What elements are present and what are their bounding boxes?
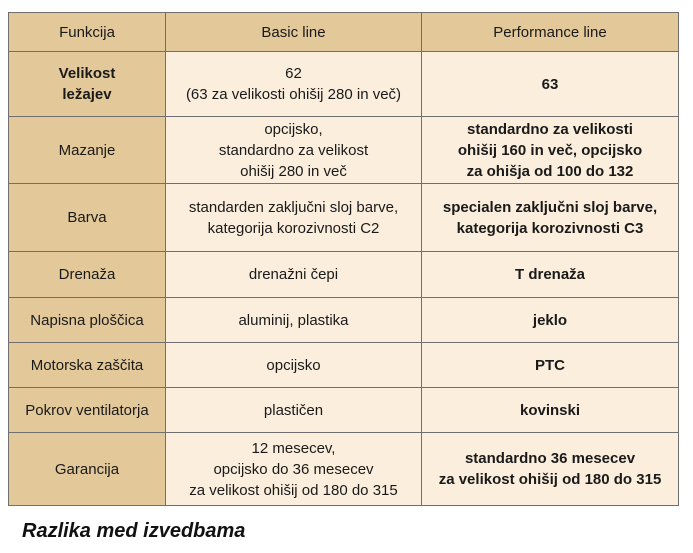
- table-row: [9, 252, 679, 298]
- label-line: Drenaža: [58, 266, 116, 283]
- header-basic-line: Basic line: [166, 13, 422, 52]
- table-row: [9, 433, 679, 506]
- basic-line: opcijsko: [266, 356, 321, 374]
- header-function: Funkcija: [9, 13, 166, 52]
- row-label: [9, 252, 166, 298]
- basic-line: standarden zaključni sloj barve,: [188, 198, 399, 216]
- perf-cell: [422, 52, 679, 117]
- basic-cell: [166, 343, 422, 388]
- table-row: [9, 52, 679, 117]
- basic-line: opcijsko,: [264, 120, 323, 138]
- perf-line: za velikost ohišij od 180 do 315: [438, 471, 662, 488]
- row-label: [9, 343, 166, 388]
- perf-line: za ohišja od 100 do 132: [466, 162, 634, 180]
- header-performance-line: Performance line: [422, 13, 679, 52]
- basic-cell: [166, 298, 422, 343]
- perf-line: jeklo: [532, 311, 568, 329]
- row-label: [9, 388, 166, 433]
- basic-line: kategorija korozivnosti C2: [207, 219, 380, 237]
- perf-line: ohišij 160 in več, opcijsko: [457, 141, 643, 159]
- label-line: Garancija: [54, 460, 120, 478]
- table-row: [9, 298, 679, 343]
- label-line: Napisna ploščica: [30, 311, 144, 329]
- perf-cell: [422, 298, 679, 343]
- label-line: Barva: [67, 209, 107, 226]
- perf-line: T drenaža: [514, 266, 586, 283]
- basic-line: za velikost ohišij od 180 do 315: [189, 481, 398, 499]
- perf-line: kovinski: [519, 401, 581, 419]
- perf-cell: [422, 433, 679, 506]
- basic-line: ohišij 280 in več: [240, 162, 347, 180]
- label-line: Pokrov ventilatorja: [25, 401, 149, 419]
- label-line: Mazanje: [58, 141, 116, 159]
- basic-cell: [166, 184, 422, 252]
- row-label: [9, 433, 166, 506]
- table-row: [9, 117, 679, 184]
- perf-line: specialen zaključni sloj barve,: [442, 198, 658, 216]
- label-line: Velikost: [58, 65, 116, 82]
- basic-line: drenažni čepi: [248, 266, 339, 283]
- label-line: ležajev: [62, 86, 112, 103]
- table-caption: Razlika med izvedbama: [22, 520, 246, 542]
- basic-line: plastičen: [263, 401, 324, 419]
- basic-cell: [166, 252, 422, 298]
- row-label: [9, 298, 166, 343]
- perf-cell: [422, 252, 679, 298]
- perf-cell: [422, 343, 679, 388]
- row-label: [9, 52, 166, 117]
- basic-line: standardno za velikost: [218, 141, 369, 159]
- basic-line: 62: [285, 65, 302, 82]
- basic-cell: [166, 52, 422, 117]
- perf-line: standardno za velikosti: [467, 120, 633, 138]
- row-label: [9, 117, 166, 184]
- perf-cell: [422, 388, 679, 433]
- perf-cell: [422, 184, 679, 252]
- basic-line: opcijsko do 36 mesecev: [213, 460, 374, 478]
- basic-line: (63 za velikosti ohišij 280 in več): [185, 86, 402, 103]
- basic-cell: [166, 433, 422, 506]
- perf-line: PTC: [535, 356, 565, 374]
- comparison-table: [8, 12, 679, 506]
- basic-line: 12 mesecev,: [251, 439, 336, 457]
- perf-line: standardno 36 mesecev: [464, 450, 636, 467]
- row-label: [9, 184, 166, 252]
- table-row: [9, 343, 679, 388]
- perf-cell: [422, 117, 679, 184]
- header-row: [9, 13, 679, 52]
- table-row: [9, 388, 679, 433]
- perf-line: 63: [541, 75, 559, 93]
- label-line: Motorska zaščita: [30, 356, 144, 374]
- table-row: [9, 184, 679, 252]
- basic-line: aluminij, plastika: [238, 311, 349, 329]
- perf-line: kategorija korozivnosti C3: [456, 219, 644, 237]
- basic-cell: [166, 388, 422, 433]
- basic-cell: [166, 117, 422, 184]
